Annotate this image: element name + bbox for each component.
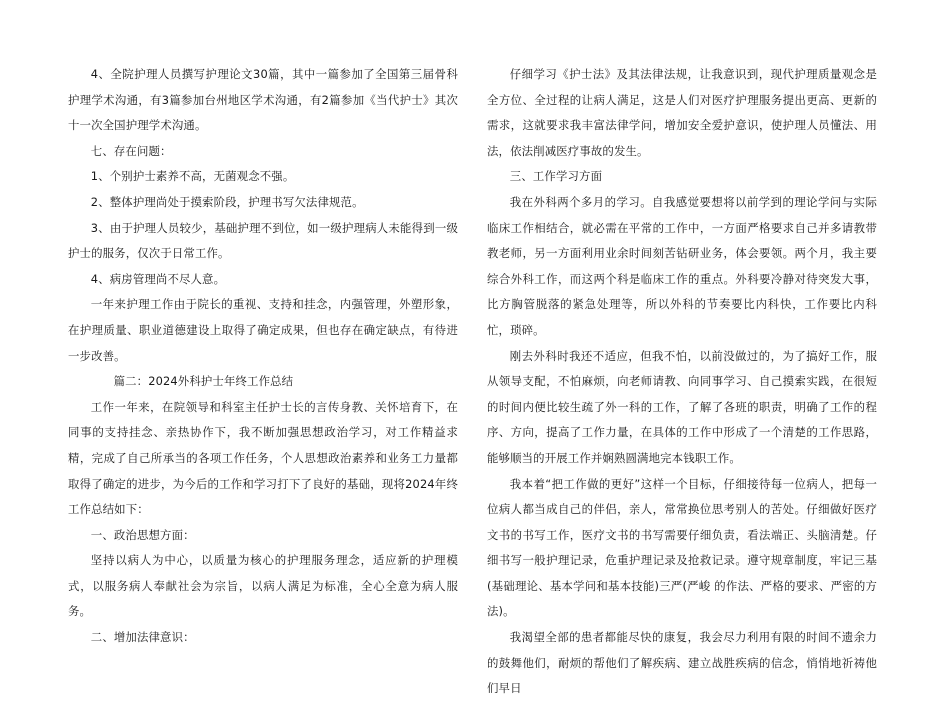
right-column xyxy=(487,62,877,702)
paragraph-intro: 工作一年来，在院领导和科室主任护士长的言传身教、关怀培育下，在同事的支持挂念、亲热协作下，我不断加强思想政治学习，对工作精益求精，完成了自己所承当的各项工作任务，个人思想政治素养和业务工力量都取得了确定的进步，为今后的工作和学习打下了良好的基础，现将2024年终工作总结如下： xyxy=(68,399,458,517)
list-item-problem-2: 2、整体护理尚处于摸索阶段，护理书写欠法律规范。 xyxy=(90,194,364,209)
list-item-problem-3: 3、由于护理人员较少，基础护理不到位，如一级护理病人未能得到一级护士的服务，仅次于日常工作。 xyxy=(68,220,458,261)
list-item-problem-1: 1、个别护士素养不高，无菌观念不强。 xyxy=(90,169,295,184)
heading-political-thought: 一、政治思想方面： xyxy=(90,527,195,542)
paragraph-nurse-law: 仔细学习《护士法》及其法律法规，让我意识到，现代护理质量观念是全方位、全过程的让病人满足，这是人们对医疗护理服务提出更高、更新的需求，这就要求我丰富法律学问，增加安全爱护意识，使护理人员懂法、用法，依法削减医疗事故的发生。 xyxy=(487,67,877,158)
list-item-problem-4: 4、病房管理尚不尽人意。 xyxy=(90,271,226,286)
heading-legal-awareness: 二、增加法律意识： xyxy=(90,630,195,645)
paragraph-goal: 我本着“把工作做的更好”这样一个目标，仔细接待每一位病人，把每一位病人都当成自己的伴侣，亲人，常常换位思考别人的苦处。仔细做好医疗文书的书写工作，医疗文书的书写需要仔细负责，看法端正、头脑清楚。仔细书写一般护理记录，危重护理记录及抢救记录。遵守规章制度，牢记三基(基础理论、基本学问和基本技能)三严(严峻 的作法、严格的要求、严密的方法)。 xyxy=(487,476,877,619)
section-title-part-two: 篇二：2024外科护士年终工作总结 xyxy=(113,374,294,389)
left-column xyxy=(68,62,458,651)
paragraph-patient-centered: 坚持以病人为中心，以质量为核心的护理服务理念，适应新的护理模式，以服务病人奉献社会为宗旨，以病人满足为标准，全心全意为病人服务。 xyxy=(68,553,458,619)
paragraph-papers: 4、全院护理人员撰写护理论文30篇，其中一篇参加了全国第三届骨科护理学术沟通，有3篇参加台州地区学术沟通，有2篇参加《当代护士》其次十一次全国护理学术沟通。 xyxy=(68,67,458,133)
heading-existing-problems: 七、存在问题： xyxy=(90,143,172,158)
paragraph-year-summary: 一年来护理工作由于院长的重视、支持和挂念，内强管理，外塑形象，在护理质量、职业道德建设上取得了确定成果，但也存在确定缺点，有待进一步改善。 xyxy=(68,297,458,363)
paragraph-adaptation: 刚去外科时我还不适应，但我不怕，以前没做过的，为了搞好工作，服从领导支配，不怕麻烦，向老师请教、向同事学习、自己摸索实践，在很短的时间内便比较生疏了外一科的工作，了解了各班的职责，明确了工作的程序、方向，提高了工作力量，在具体的工作中形成了一个清楚的工作思路，能够顺当的开展工作并娴熟圆满地完本钱职工作。 xyxy=(487,348,877,465)
heading-work-study: 三、工作学习方面 xyxy=(509,169,603,184)
paragraph-recovery-hope: 我渴望全部的患者都能尽快的康复，我会尽力利用有限的时间不遗余力的鼓舞他们，耐烦的帮他们了解疾病、建立战胜疾病的信念，悄悄地祈祷他们早日 xyxy=(487,630,877,696)
paragraph-surgery-study: 我在外科两个多月的学习。自我感觉要想将以前学到的理论学问与实际临床工作相结合，就必需在平常的工作中，一方面严格要求自己并多请教带教老师，另一方面利用业余时间刻苦钻研业务，体会要领。两个月，我主要综合外科工作，而这两个科是临床工作的重点。外科要冷静对待突发大事，比方胸管脱落的紧急处理等，所以外科的节奏要比内科快，工作要比内科忙，琐碎。 xyxy=(487,194,877,337)
